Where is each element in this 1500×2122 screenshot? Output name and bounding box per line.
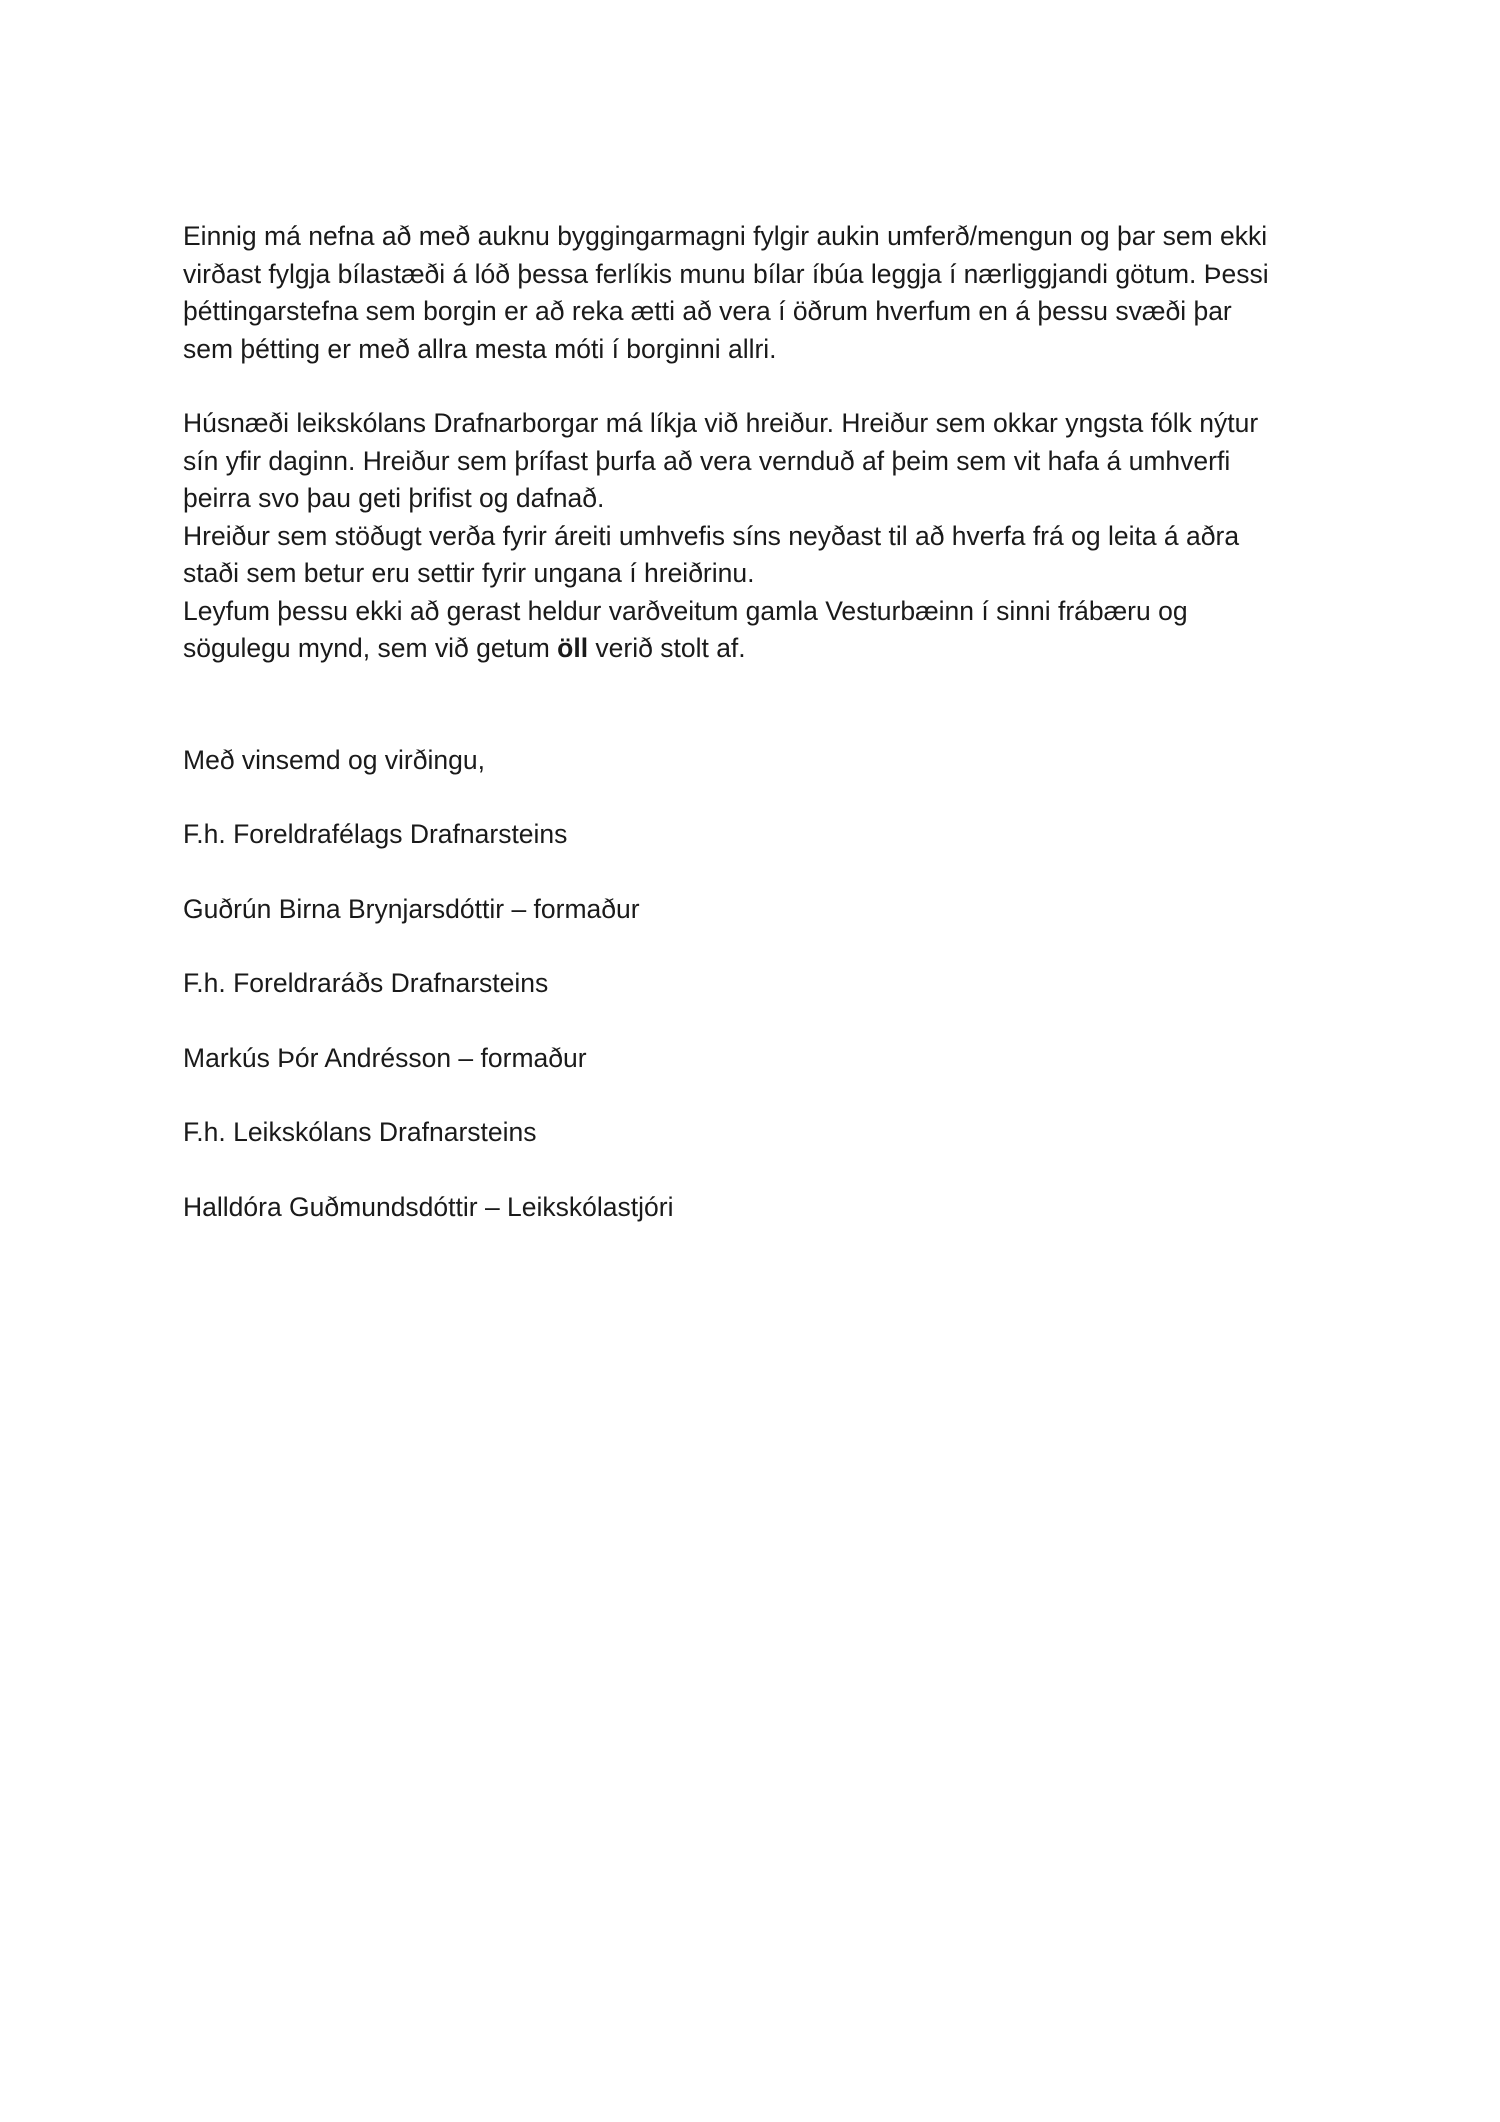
signature-line: Markús Þór Andrésson – formaður (183, 1042, 587, 1073)
text-line: Hreiður sem stöðugt verða fyrir áreiti umhvefis síns neyðast til að hverfa frá og leita á aðra (183, 520, 1240, 551)
signature-line: F.h. Foreldrafélags Drafnarsteins (183, 819, 568, 849)
text-line: Húsnæði leikskólans Drafnarborgar má líkja við hreiður. Hreiður sem okkar yngsta fólk nýtur (183, 408, 1259, 438)
text-segment: verið stolt af. (588, 633, 746, 663)
text-line: þéttingarstefna sem borgin er að reka ætti að vera í öðrum hverfum en á þessu svæði þar (183, 296, 1232, 326)
signature-line: F.h. Foreldraráðs Drafnarsteins (183, 968, 549, 998)
text-line: sín yfir daginn. Hreiður sem þrífast þurfa að vera vernduð af þeim sem vit hafa á umhverfi (183, 445, 1231, 476)
letter-body (183, 218, 1333, 1263)
text-segment: sögulegu mynd, sem við getum (183, 633, 558, 663)
paragraph-traffic (183, 218, 1333, 368)
signature-line: Guðrún Birna Brynjarsdóttir – formaður (183, 893, 640, 924)
signature-line: Halldóra Guðmundsdóttir – Leikskólastjóri (183, 1191, 674, 1222)
text-line: sem þétting er með allra mesta móti í borginni allri. (183, 333, 777, 364)
text-line: þeirra svo þau geti þrifist og dafnað. (183, 483, 605, 513)
text-line: Leyfum þessu ekki að gerast heldur varðveitum gamla Vesturbæinn í sinni frábæru og (183, 595, 1188, 626)
bold-word: öll (557, 633, 589, 663)
signature-line: F.h. Leikskólans Drafnarsteins (183, 1117, 537, 1147)
text-line: Einnig má nefna að með auknu byggingarmagni fylgir aukin umferð/mengun og þar sem ekki (183, 221, 1268, 251)
paragraph-nest (183, 405, 1333, 668)
closing-block (183, 742, 1333, 1227)
text-line-emphasis (183, 630, 1333, 668)
closing-salutation: Með vinsemd og virðingu, (183, 744, 485, 775)
text-line: virðast fylgja bílastæði á lóð þessa ferlíkis munu bílar íbúa leggja í nærliggjandi götum. Þessi (183, 258, 1269, 289)
text-line: staði sem betur eru settir fyrir ungana í hreiðrinu. (183, 558, 755, 588)
